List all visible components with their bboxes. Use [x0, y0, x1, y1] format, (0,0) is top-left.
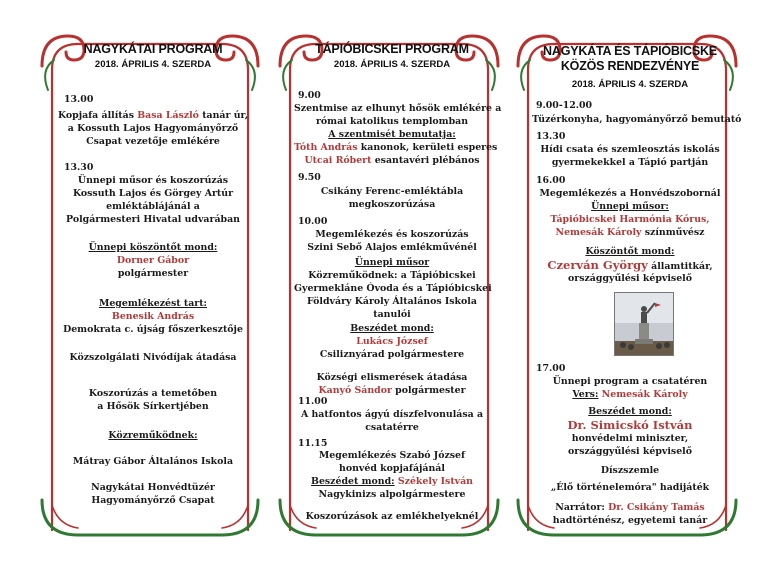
- time-label: 16.00: [536, 175, 566, 186]
- text-line: Megemlékezés a Honvédszobornál: [539, 188, 721, 199]
- section-label: Közreműködnek:: [108, 430, 198, 441]
- person-role: polgármester: [391, 385, 466, 396]
- person-name: Nemesák Károly: [598, 389, 688, 400]
- panel-nagykata: [38, 30, 262, 540]
- text-line: honvéd kopjafájánál: [339, 463, 445, 474]
- text-line: Földváry Károly Általános Iskola: [307, 296, 477, 307]
- text-line: Ünnepi program a csatatéren: [552, 376, 708, 387]
- time-label: 13.30: [64, 162, 94, 173]
- person-role: Demokrata c. újság főszerkesztője: [63, 324, 243, 335]
- text-line: Gyermekláne Óvoda és a Tápióbicskei: [294, 283, 492, 294]
- person-line: [294, 142, 498, 154]
- text-line: Tápióbicskei Harmónia Kórus,: [550, 214, 710, 225]
- kopjafa-line: [56, 110, 250, 122]
- panel-title: KÖZÖS RENDEZVÉNYE: [560, 59, 700, 73]
- person-name: Czerván György: [547, 258, 648, 272]
- person-name: Dr. Csikány Tamás: [608, 502, 705, 513]
- section-label: A szentmisét bemutatja:: [328, 129, 456, 140]
- section-label: Beszédet mond:: [311, 476, 395, 487]
- panel-kozos: [514, 30, 740, 540]
- section-label: Beszédet mond:: [588, 406, 672, 417]
- time-label: 17.00: [536, 363, 566, 374]
- section-label: Vers:: [572, 389, 599, 400]
- person-name: Székely István: [394, 476, 473, 487]
- text-line: Polgármesteri Hivatal udvarában: [66, 214, 240, 225]
- time-label: 13.30: [536, 131, 566, 142]
- text-line: Megemlékezés Szabó József: [318, 450, 466, 461]
- panel-title: NAGYKÁTAI PROGRAM: [83, 42, 223, 56]
- person-role: polgármester: [117, 268, 189, 279]
- panel-tapiobicske: [276, 30, 502, 540]
- person-line: [532, 502, 728, 514]
- text-fragment: tanár úr,: [198, 110, 249, 121]
- text-line: római katolikus templomban: [315, 116, 469, 127]
- section-label: Ünnepi köszöntőt mond:: [88, 242, 218, 253]
- monument-photo: [614, 292, 674, 356]
- person-role: színművész: [641, 227, 705, 238]
- panel-title: NAGYKÁTA ÉS TÁPIÓBICSKE: [543, 44, 717, 58]
- text-line: Hagyományőrző Csapat: [91, 495, 215, 506]
- person-name: Basa László: [137, 110, 199, 121]
- person-name: Lukács József: [356, 336, 428, 347]
- text-line: Ünnepi műsor és koszorúzás: [77, 175, 229, 186]
- text-line: megkoszorúzása: [348, 199, 436, 210]
- time-label: 11.00: [298, 396, 328, 407]
- time-label: 13.00: [64, 94, 94, 105]
- text-line: Közszolgálati Nivódíjak átadása: [69, 352, 237, 363]
- panel-title: TÁPIÓBICSKEI PROGRAM: [315, 42, 469, 56]
- person-name: Dorner Gábor: [116, 255, 190, 266]
- text-line: Tüzérkonyha, hagyományőrző bemutató: [532, 114, 742, 125]
- text-line: a Kossuth Lajos Hagyományőrző: [67, 123, 239, 134]
- event-date: 2018. ÁPRILIS 4. SZERDA: [571, 79, 689, 90]
- text-line: Mátray Gábor Általános Iskola: [72, 456, 234, 467]
- event-date: 2018. ÁPRILIS 4. SZERDA: [333, 59, 451, 70]
- text-line: tanulói: [373, 309, 411, 320]
- person-role: honvédelmi miniszter,: [571, 433, 689, 444]
- text-line: emléktáblájánál a: [106, 201, 200, 212]
- text-line: gyermekekkel a Tápió partján: [551, 157, 709, 168]
- time-label: 9.00-12.00: [536, 100, 593, 111]
- person-line: [532, 227, 728, 239]
- text-line: Szentmise az elhunyt hősök emlékére a: [294, 103, 502, 114]
- person-role: esantavéri plébános: [371, 155, 480, 166]
- text-line: Csapat vezetője emlékére: [86, 136, 220, 147]
- person-name: Tóth András: [294, 142, 358, 153]
- text-line: Díszszemle: [600, 465, 660, 476]
- text-line: Csikány Ferenc-emléktábla: [320, 186, 464, 197]
- text-line: Szini Sebő Alajos emlékművénél: [307, 242, 477, 253]
- text-line: Koszorúzások az emlékhelyeknél: [305, 511, 479, 522]
- person-name: Utcai Róbert: [304, 155, 372, 166]
- person-name: Kanyó Sándor: [318, 385, 392, 396]
- text-line: „Élő történelemóra" hadijáték: [550, 482, 710, 493]
- text-fragment: Kopjafa állítás: [57, 110, 138, 121]
- person-role: országgyűlési képviselő: [568, 446, 692, 457]
- section-label: Köszöntőt mond:: [585, 246, 675, 257]
- text-line: Községi elismerések átadása: [316, 372, 468, 383]
- person-role: Csiliznyárad polgármestere: [319, 349, 465, 360]
- section-label: Ünnepi műsor: [354, 257, 430, 268]
- time-label: 10.00: [298, 216, 328, 227]
- text-line: A hatfontos ágyú díszfelvonulása a: [300, 409, 484, 420]
- event-date: 2018. ÁPRILIS 4. SZERDA: [94, 59, 212, 70]
- text-line: Nagykátai Honvédtüzér: [91, 482, 215, 493]
- person-name: Benesik András: [111, 311, 195, 322]
- monument-icon: [615, 293, 673, 355]
- person-name: Dr. Simicskó István: [567, 418, 693, 432]
- person-role: hadtörténész, egyetemi tanár: [552, 515, 708, 526]
- text-line: csatatérre: [365, 422, 419, 433]
- person-role: kanonok, kerületi esperes: [357, 142, 498, 153]
- text-line: Közreműködnek: a Tápióbicskei: [308, 270, 476, 281]
- text-line: Kossuth Lajos és Görgey Artúr: [72, 188, 234, 199]
- time-label: 11.15: [298, 438, 328, 449]
- text-line: Koszorúzás a temetőben: [88, 388, 218, 399]
- text-line: a Hősök Sírkertjében: [97, 401, 209, 412]
- person-role: országgyűlési képviselő: [568, 273, 692, 284]
- person-name: Nemesák Károly: [555, 227, 642, 238]
- section-label: Megemlékezést tart:: [98, 298, 208, 309]
- section-label: Ünnepi műsor:: [591, 201, 669, 212]
- section-label: Narrátor:: [555, 502, 609, 513]
- time-label: 9.00: [298, 90, 321, 101]
- person-role: államtitkár,: [647, 261, 713, 272]
- person-line: [294, 155, 490, 167]
- text-line: Hídi csata és szemleosztás iskolás: [540, 144, 720, 155]
- person-line: [532, 389, 728, 401]
- section-label: Beszédet mond:: [350, 323, 434, 334]
- person-role: Nagykinizs alpolgármestere: [318, 489, 466, 500]
- person-line: [532, 259, 728, 273]
- time-label: 9.50: [298, 172, 321, 183]
- text-line: Megemlékezés és koszorúzás: [315, 229, 469, 240]
- person-line: [294, 476, 490, 488]
